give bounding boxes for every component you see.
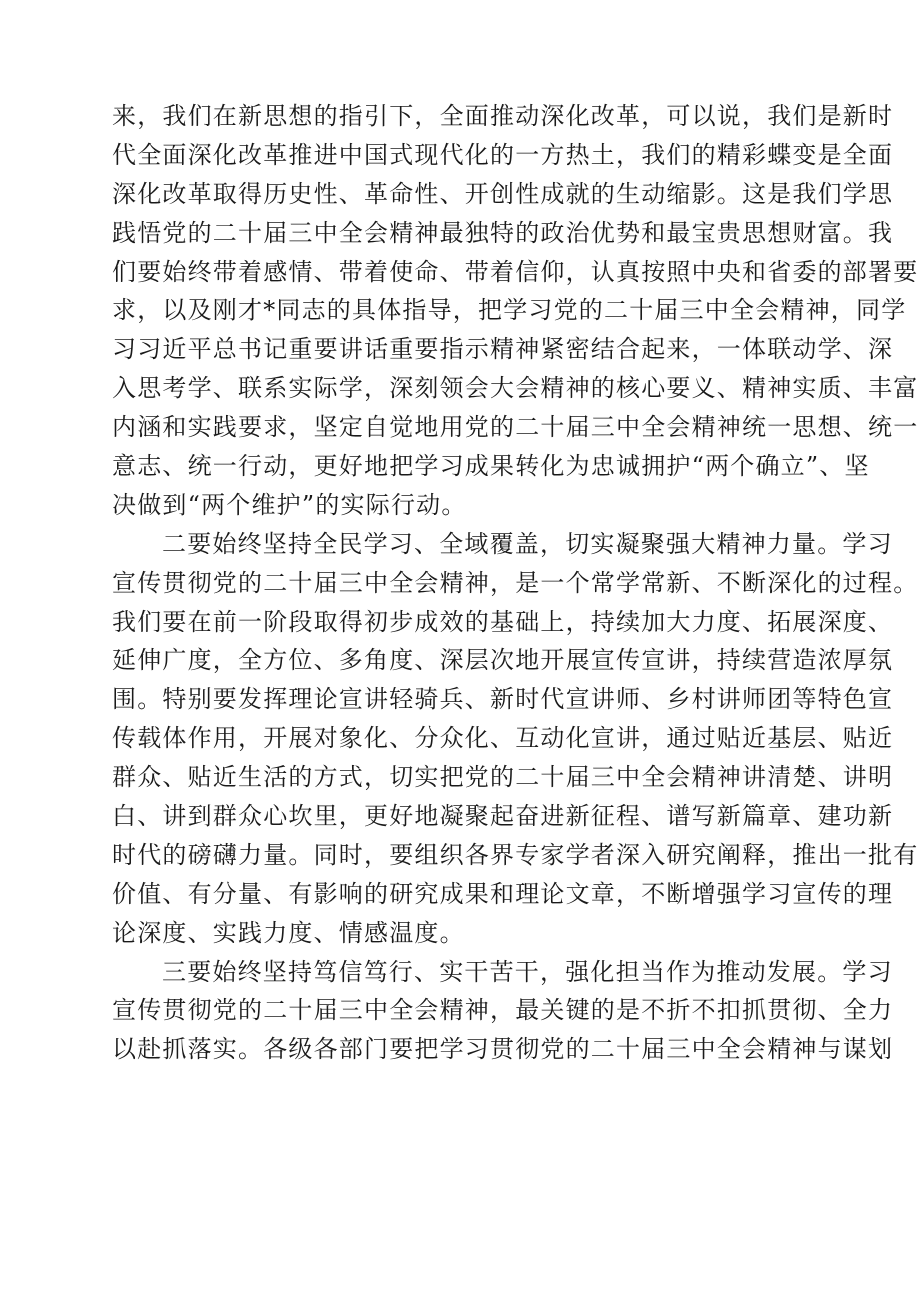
text-line: 群众、贴近生活的方式，切实把党的二十届三中全会精神讲清楚、讲明 <box>112 763 894 792</box>
text-line: 以赴抓落实。各级各部门要把学习贯彻党的二十届三中全会精神与谋划 <box>112 1035 894 1064</box>
text-line: 宣传贯彻党的二十届三中全会精神，是一个常学常新、不断深化的过程。 <box>112 568 919 597</box>
text-line: 们要始终带着感情、带着使命、带着信仰，认真按照中央和省委的部署要 <box>112 257 919 286</box>
text-line: 我们要在前一阶段取得初步成效的基础上，持续加大力度、拓展深度、 <box>112 607 894 636</box>
text-line: 来，我们在新思想的指引下，全面推动深化改革，可以说，我们是新时 <box>112 102 894 130</box>
text-line: 时代的磅礴力量。同时，要组织各界专家学者深入研究阐释，推出一批有 <box>112 840 919 869</box>
paragraph-end-line: 论深度、实践力度、情感温度。 <box>112 918 465 947</box>
text-line: 价值、有分量、有影响的研究成果和理论文章，不断增强学习宣传的理 <box>112 879 894 908</box>
text-line: 白、讲到群众心坎里，更好地凝聚起奋进新征程、谱写新篇章、建功新 <box>112 802 894 831</box>
paragraph-end-line: 决做到“两个维护”的实际行动。 <box>112 490 467 519</box>
text-line: 围。特别要发挥理论宣讲轻骑兵、新时代宣讲师、乡村讲师团等特色宣 <box>112 685 894 714</box>
text-line: 求，以及刚才*同志的具体指导，把学习党的二十届三中全会精神，同学 <box>112 296 907 325</box>
paragraph-first-line: 三要始终坚持笃信笃行、实干苦干，强化担当作为推动发展。学习 <box>162 957 893 986</box>
paragraph-first-line: 二要始终坚持全民学习、全域覆盖，切实凝聚强大精神力量。学习 <box>162 529 893 558</box>
text-line: 入思考学、联系实际学，深刻领会大会精神的核心要义、精神实质、丰富 <box>112 374 919 403</box>
text-line: 延伸广度，全方位、多角度、深层次地开展宣传宣讲，持续营造浓厚氛 <box>112 646 894 675</box>
text-line: 深化改革取得历史性、革命性、开创性成就的生动缩影。这是我们学思 <box>112 179 894 208</box>
text-line: 代全面深化改革推进中国式现代化的一方热土，我们的精彩蝶变是全面 <box>112 140 894 169</box>
body-text <box>112 97 919 1069</box>
text-line: 传载体作用，开展对象化、分众化、互动化宣讲，通过贴近基层、贴近 <box>112 724 894 753</box>
text-line: 内涵和实践要求，坚定自觉地用党的二十届三中全会精神统一思想、统一 <box>112 413 919 442</box>
text-line: 践悟党的二十届三中全会精神最独特的政治优势和最宝贵思想财富。我 <box>112 218 894 247</box>
text-line: 习习近平总书记重要讲话重要指示精神紧密结合起来，一体联动学、深 <box>112 335 894 364</box>
text-line: 意志、统一行动，更好地把学习成果转化为忠诚拥护“两个确立”、坚 <box>112 452 870 481</box>
text-line: 宣传贯彻党的二十届三中全会精神，最关键的是不折不扣抓贯彻、全力 <box>112 996 894 1025</box>
